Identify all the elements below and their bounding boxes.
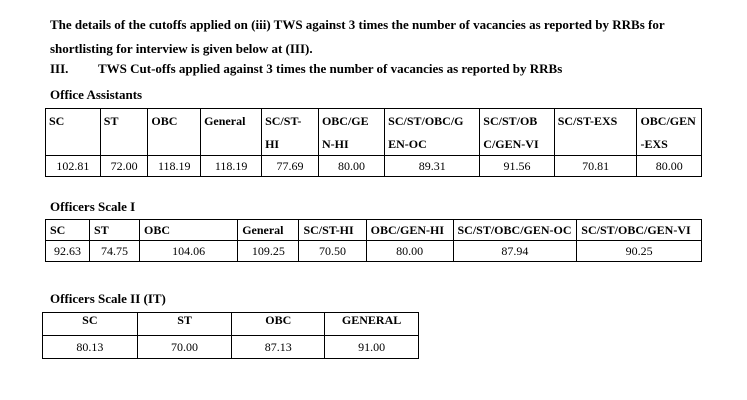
oa-header-obc-gen-exs: OBC/GEN -EXS <box>637 109 702 156</box>
os1-header-vi: SC/ST/OBC/GEN-VI <box>577 220 702 241</box>
office-assistants-header-row <box>46 109 702 156</box>
table-cell: 87.94 <box>453 241 577 262</box>
intro-paragraph: The details of the cutoffs applied on (iii) TWS against 3 times the number of vacancies as reported by RRBs for shortlisting for interview is given below at (III). <box>50 17 665 56</box>
table-cell: 70.00 <box>137 336 232 359</box>
officers-scale-1-title: Officers Scale I <box>50 199 136 214</box>
officers-scale-2-title: Officers Scale II (IT) <box>50 291 166 306</box>
table-cell: 91.00 <box>325 336 419 359</box>
section-number: III. <box>50 61 69 76</box>
office-assistants-table <box>45 108 702 177</box>
table-cell: 118.19 <box>201 156 262 177</box>
table-cell: 74.75 <box>90 241 140 262</box>
table-cell: 77.69 <box>262 156 319 177</box>
os1-header-obc-gen-hi: OBC/GEN-HI <box>366 220 453 241</box>
officers-scale-2-header-row <box>43 313 419 336</box>
oa-header-vi: SC/ST/OB C/GEN-VI <box>480 109 554 156</box>
table-cell: 89.31 <box>385 156 480 177</box>
oa-header-obc-gen-hi: OBC/GE N-HI <box>318 109 384 156</box>
table-cell: 72.00 <box>100 156 148 177</box>
table-cell: 70.50 <box>299 241 366 262</box>
table-cell: 80.13 <box>43 336 138 359</box>
officers-scale-2-table <box>42 312 419 359</box>
os1-header-general: General <box>238 220 299 241</box>
section-heading <box>50 61 562 77</box>
oa-header-sc: SC <box>46 109 101 156</box>
table-cell: 80.00 <box>366 241 453 262</box>
officers-scale-1-value-row <box>46 241 702 262</box>
table-cell: 104.06 <box>140 241 238 262</box>
table-cell: 109.25 <box>238 241 299 262</box>
oa-header-st: ST <box>100 109 148 156</box>
table-cell: 90.25 <box>577 241 702 262</box>
officers-scale-2-value-row <box>43 336 419 359</box>
table-cell: 87.13 <box>232 336 325 359</box>
os1-header-sc: SC <box>46 220 90 241</box>
os1-header-oc: SC/ST/OBC/GEN-OC <box>453 220 577 241</box>
oa-header-general: General <box>201 109 262 156</box>
table-cell: 118.19 <box>148 156 201 177</box>
officers-scale-1-table <box>45 219 702 262</box>
table-cell: 92.63 <box>46 241 90 262</box>
os1-header-sc-st-hi: SC/ST-HI <box>299 220 366 241</box>
oa-header-sc-st-hi: SC/ST- HI <box>262 109 319 156</box>
section-heading-text: TWS Cut-offs applied against 3 times the number of vacancies as reported by RRBs <box>98 61 563 76</box>
os1-header-st: ST <box>90 220 140 241</box>
os2-header-obc: OBC <box>232 313 325 336</box>
table-cell: 70.81 <box>554 156 637 177</box>
os2-header-general: GENERAL <box>325 313 419 336</box>
table-cell: 91.56 <box>480 156 554 177</box>
table-cell: 102.81 <box>46 156 101 177</box>
oa-header-oc: SC/ST/OBC/G EN-OC <box>385 109 480 156</box>
os2-header-sc: SC <box>43 313 138 336</box>
office-assistants-title: Office Assistants <box>50 87 143 102</box>
oa-header-sc-st-exs: SC/ST-EXS <box>554 109 637 156</box>
oa-header-obc: OBC <box>148 109 201 156</box>
office-assistants-value-row <box>46 156 702 177</box>
officers-scale-1-header-row <box>46 220 702 241</box>
table-cell: 80.00 <box>318 156 384 177</box>
os1-header-obc: OBC <box>140 220 238 241</box>
os2-header-st: ST <box>137 313 232 336</box>
table-cell: 80.00 <box>637 156 702 177</box>
